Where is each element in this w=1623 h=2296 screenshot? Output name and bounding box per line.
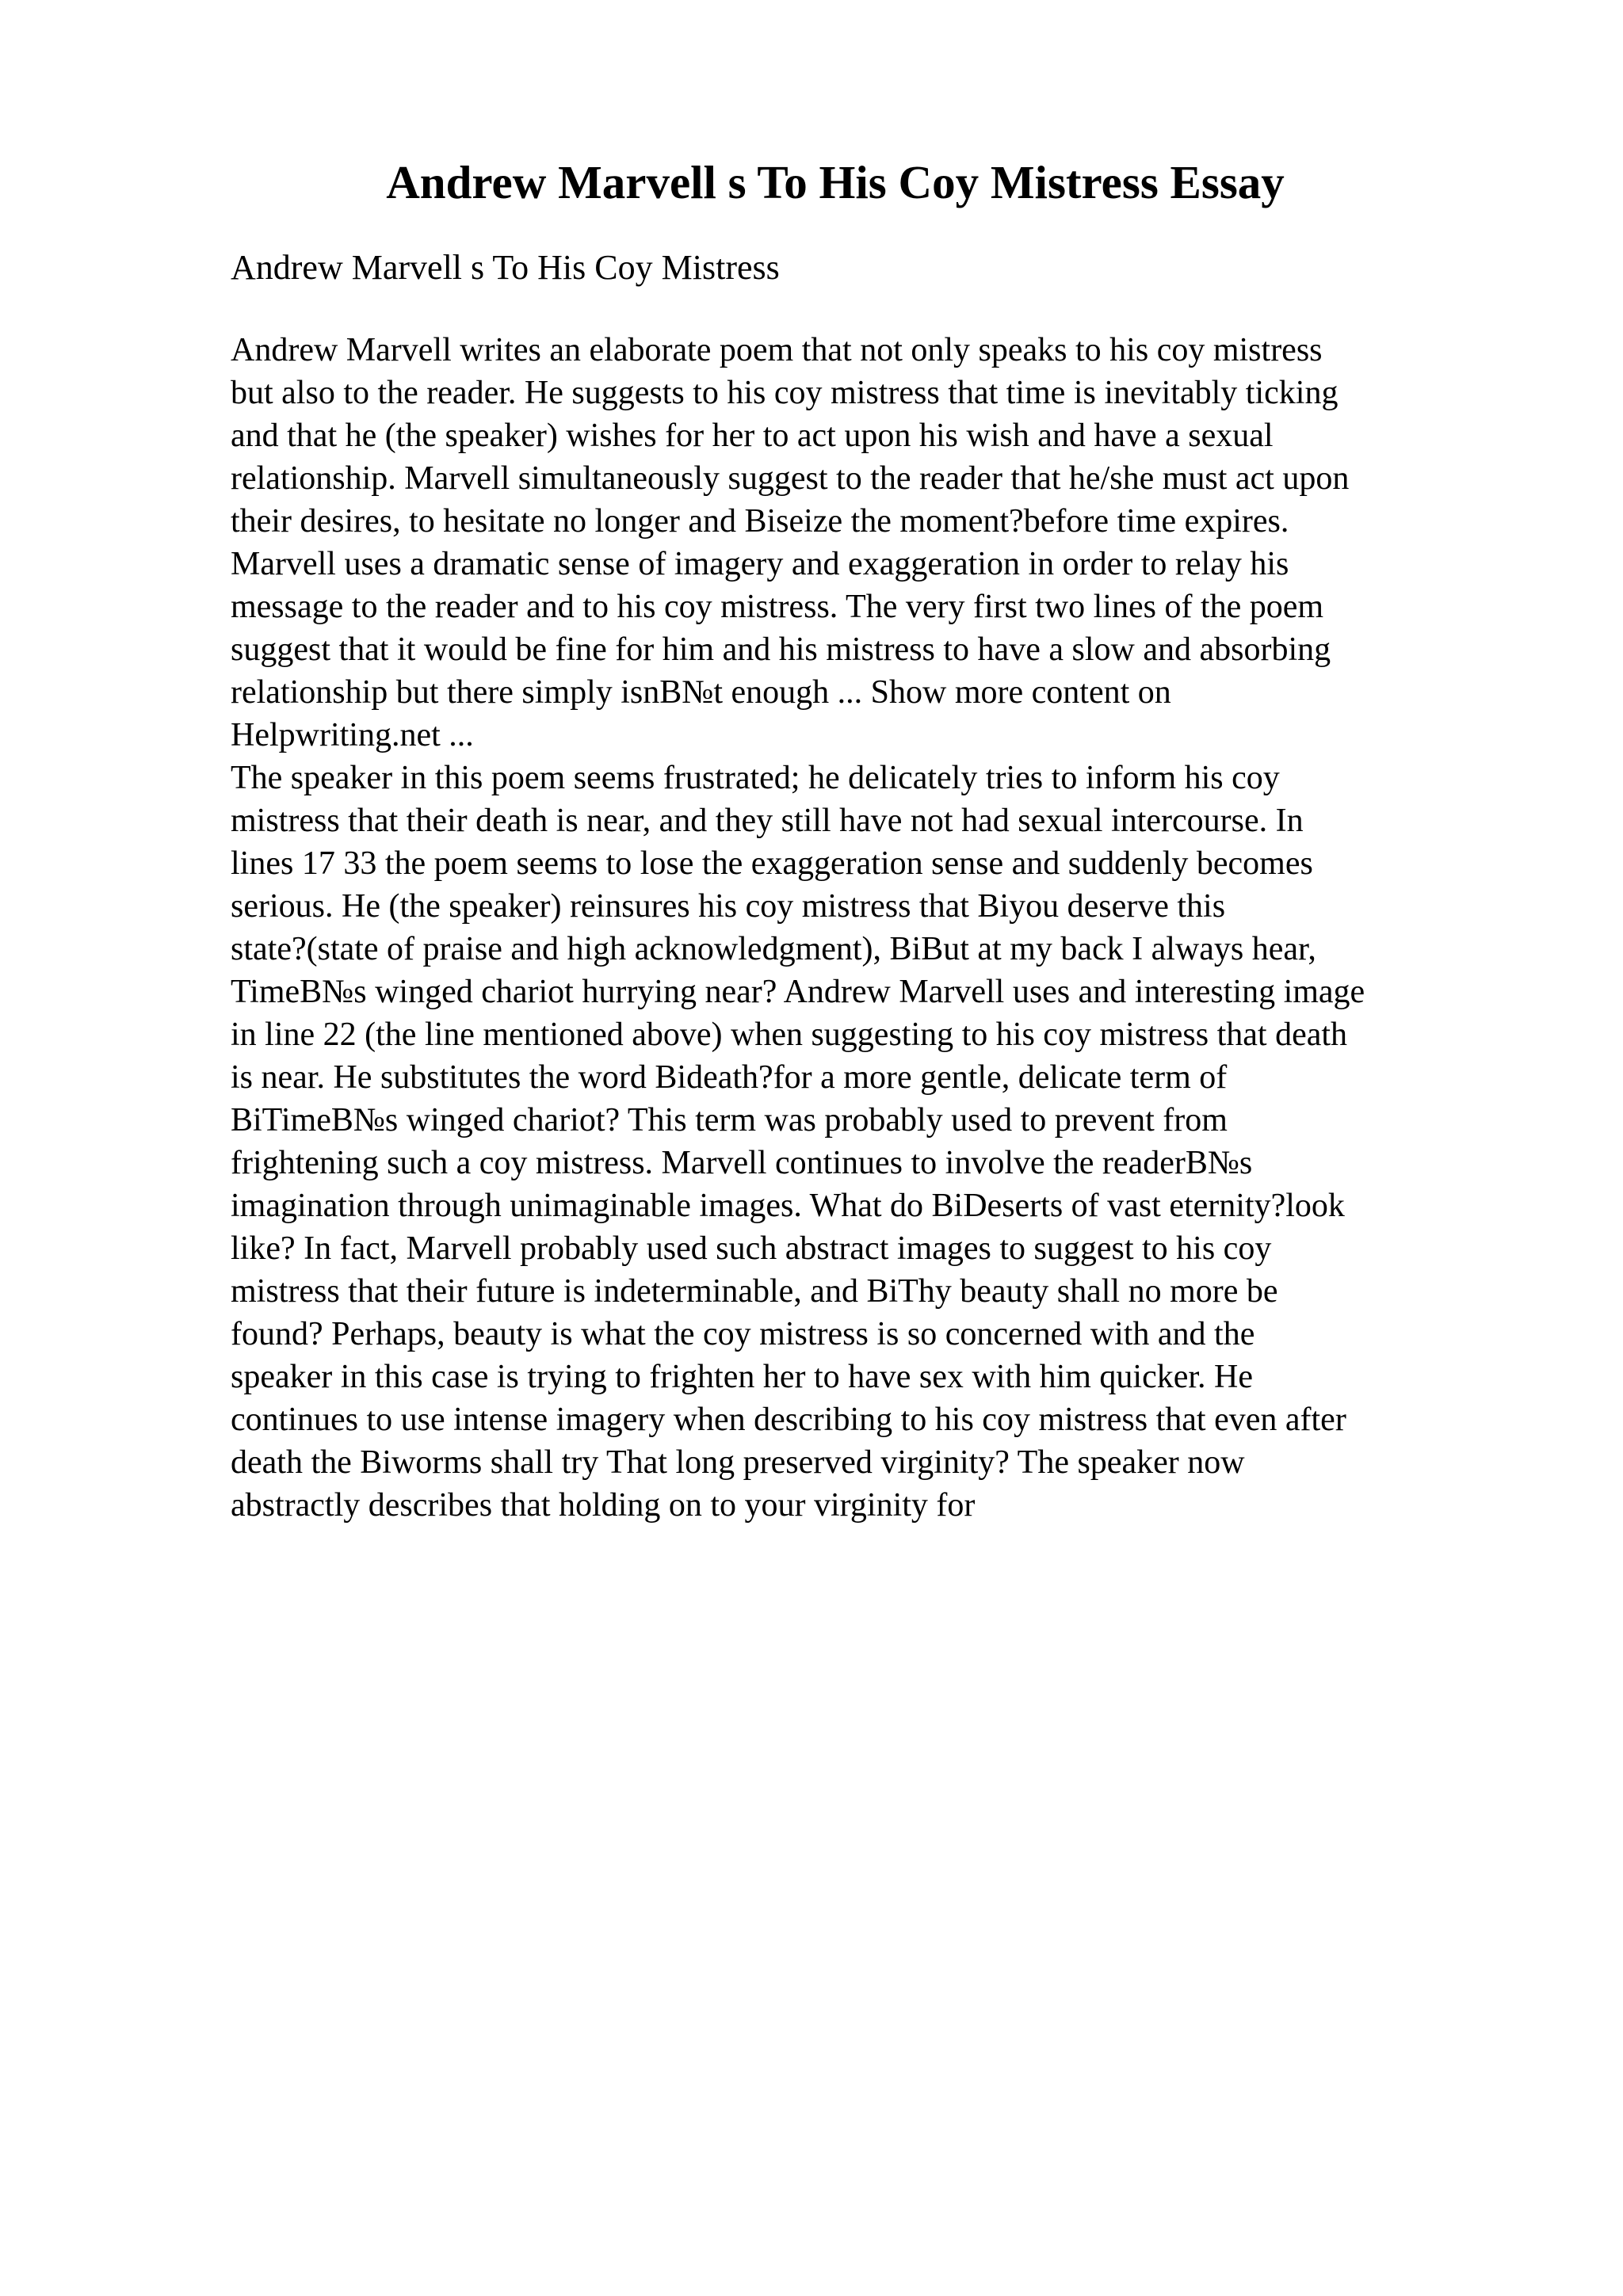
paragraph-line: mistress that their death is near, and they still have not had sexual intercourse. In (231, 803, 1304, 839)
paragraph-line: frightening such a coy mistress. Marvell continues to involve the readerB№s (231, 1145, 1253, 1181)
paragraph-line: abstractly describes that holding on to your virginity for (231, 1487, 976, 1524)
paragraph-line: state?(state of praise and high acknowledgment), BiBut at my back I always hear, (231, 931, 1316, 967)
essay-body (231, 329, 1546, 1527)
paragraph-line: mistress that their future is indeterminable, and BiThy beauty shall no more be (231, 1273, 1278, 1310)
paragraph-line: speaker in this case is trying to frighten her to have sex with him quicker. He (231, 1359, 1254, 1395)
paragraph-line: Andrew Marvell writes an elaborate poem that not only speaks to his coy mistress (231, 332, 1323, 368)
paragraph-line: imagination through unimaginable images. What do BiDeserts of vast eternity?look (231, 1188, 1345, 1224)
paragraph-line: and that he (the speaker) wishes for her to act upon his wish and have a sexual (231, 418, 1274, 454)
paragraph-line: relationship but there simply isnB№t enough ... Show more content on (231, 674, 1171, 711)
essay-subtitle: Andrew Marvell s To His Coy Mistress (231, 248, 780, 287)
paragraph-line: in line 22 (the line mentioned above) when suggesting to his coy mistress that death (231, 1016, 1348, 1053)
paragraph-line: is near. He substitutes the word Bideath?for a more gentle, delicate term of (231, 1059, 1228, 1096)
paragraph-1 (231, 329, 1546, 757)
paragraph-line: like? In fact, Marvell probably used such abstract images to suggest to his coy (231, 1230, 1272, 1267)
paragraph-line: but also to the reader. He suggests to his coy mistress that time is inevitably ticking (231, 375, 1338, 411)
paragraph-line: message to the reader and to his coy mistress. The very first two lines of the poem (231, 589, 1324, 625)
paragraph-line: found? Perhaps, beauty is what the coy mistress is so concerned with and the (231, 1316, 1255, 1352)
paragraph-line: serious. He (the speaker) reinsures his coy mistress that Biyou deserve this (231, 888, 1226, 925)
paragraph-line: The speaker in this poem seems frustrated; he delicately tries to inform his coy (231, 760, 1280, 796)
paragraph-line: lines 17 33 the poem seems to lose the exaggeration sense and suddenly becomes (231, 845, 1313, 882)
paragraph-line: suggest that it would be fine for him and his mistress to have a slow and absorbing (231, 631, 1331, 668)
paragraph-line: death the Biworms shall try That long preserved virginity? The speaker now (231, 1444, 1245, 1481)
paragraph-line: relationship. Marvell simultaneously suggest to the reader that he/she must act upon (231, 460, 1350, 497)
paragraph-line: Helpwriting.net ... (231, 717, 474, 753)
paragraph-line: continues to use intense imagery when describing to his coy mistress that even after (231, 1402, 1346, 1438)
paragraph-2 (231, 757, 1546, 1527)
paragraph-line: their desires, to hesitate no longer and Biseize the moment?before time expires. (231, 503, 1289, 540)
paragraph-line: BiTimeB№s winged chariot? This term was probably used to prevent from (231, 1102, 1228, 1138)
paragraph-line: Marvell uses a dramatic sense of imagery and exaggeration in order to relay his (231, 546, 1289, 582)
essay-title: Andrew Marvell s To His Coy Mistress Essay (386, 156, 1285, 208)
paragraph-line: TimeB№s winged chariot hurrying near? Andrew Marvell uses and interesting image (231, 974, 1365, 1010)
